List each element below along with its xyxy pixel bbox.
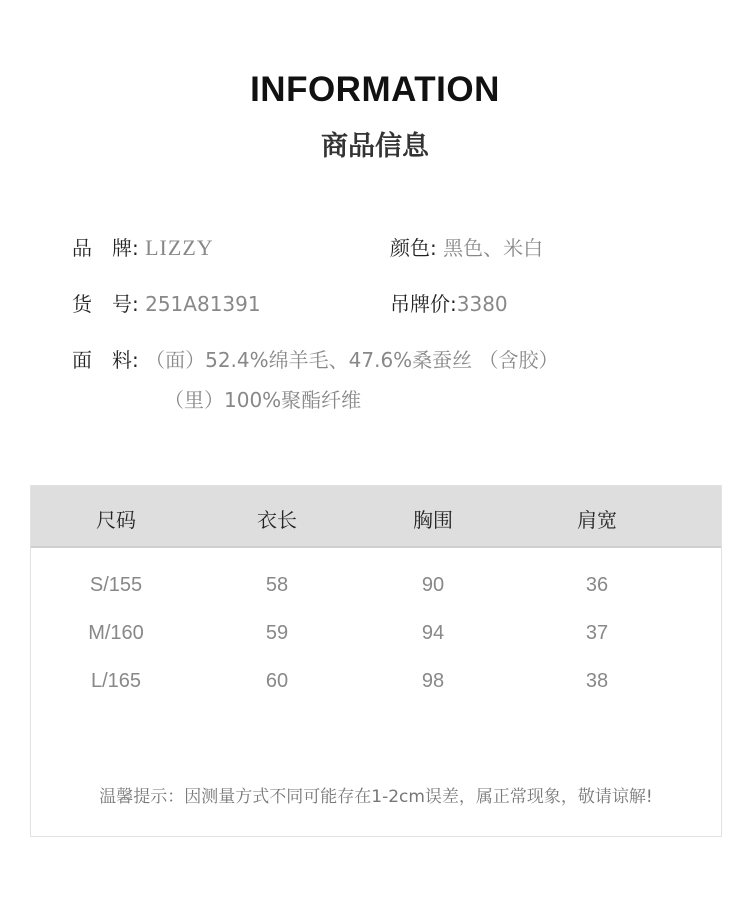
fabric-line-2: （里）100%聚酯纤维 — [164, 388, 362, 412]
fabric-line-1: （面）52.4%绵羊毛、47.6%桑蚕丝 （含胶） — [145, 348, 559, 372]
sku-label: 货 号: — [72, 292, 139, 316]
fabric-row-2 — [164, 386, 361, 414]
brand-value: LIZZY — [145, 235, 214, 260]
size-table — [30, 485, 722, 837]
column-header-chest: 胸围 — [413, 508, 453, 532]
chest-cell: 90 — [421, 574, 445, 596]
brand-label: 品 牌: — [72, 236, 139, 260]
page-title-en: INFORMATION — [250, 70, 500, 109]
shoulder-cell: 37 — [585, 622, 609, 644]
color-label: 颜色: — [390, 236, 437, 260]
measurement-note: 温馨提示：因测量方式不同可能存在1-2cm误差，属正常现象，敬请谅解! — [99, 787, 653, 807]
chest-cell: 94 — [421, 622, 445, 644]
price-row — [390, 290, 508, 318]
brand-row — [72, 234, 214, 262]
color-value: 黑色、米白 — [443, 236, 544, 260]
length-cell: 60 — [265, 670, 289, 692]
price-value: 3380 — [456, 292, 508, 316]
column-header-shoulder: 肩宽 — [577, 508, 617, 532]
chest-cell: 98 — [421, 670, 445, 692]
fabric-row — [72, 346, 559, 374]
fabric-label: 面 料: — [72, 348, 139, 372]
sku-row — [72, 290, 261, 318]
size-cell: S/155 — [89, 574, 143, 596]
length-cell: 58 — [265, 574, 289, 596]
size-table-header — [31, 486, 721, 548]
shoulder-cell: 36 — [585, 574, 609, 596]
column-header-length: 衣长 — [257, 508, 297, 532]
length-cell: 59 — [265, 622, 289, 644]
shoulder-cell: 38 — [585, 670, 609, 692]
color-row — [390, 234, 543, 262]
price-label: 吊牌价: — [390, 292, 457, 316]
sku-value: 251A81391 — [145, 292, 261, 316]
page-title-cn: 商品信息 — [321, 131, 429, 162]
size-cell: M/160 — [88, 622, 144, 644]
column-header-size: 尺码 — [96, 508, 136, 532]
size-cell: L/165 — [90, 670, 142, 692]
